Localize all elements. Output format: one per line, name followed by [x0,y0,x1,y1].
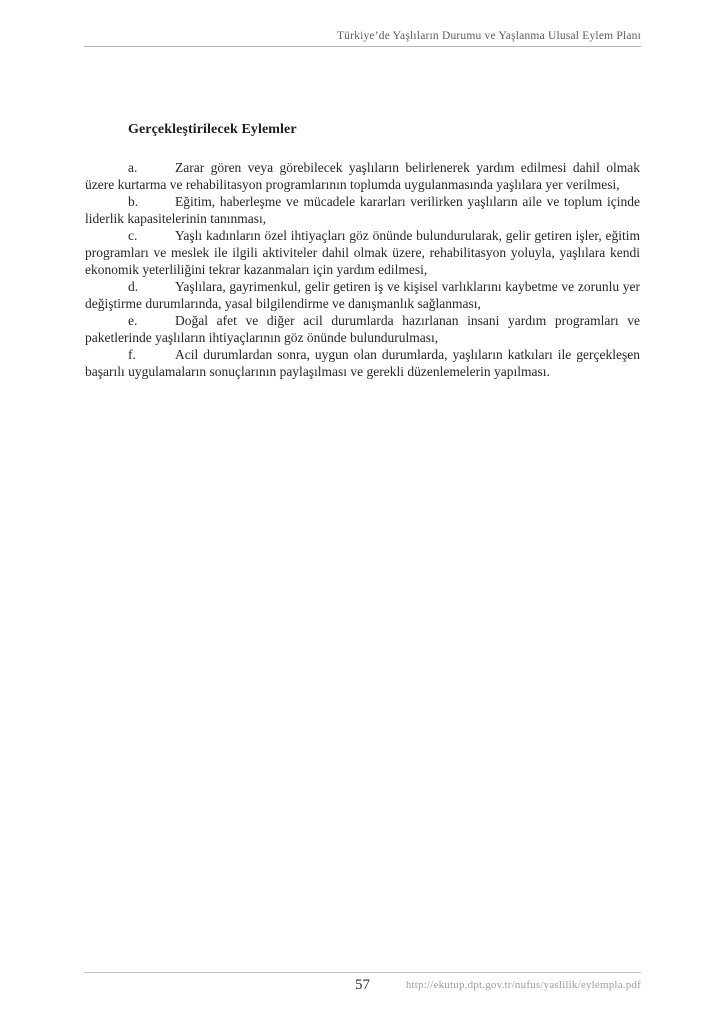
list-item-letter: e. [128,313,138,328]
list-item [85,278,640,312]
list-item-letter: f. [128,347,136,362]
list-item-letter: c. [128,228,138,243]
list-item-text: Doğal afet ve diğer acil durumlarda hazırlanan insani yardım programları ve paketlerinde yaşlıların ihtiyaçlarının göz önünde bulundurulması, [85,313,640,345]
list-item [85,312,640,346]
list-item [85,159,640,193]
list-item-text: Yaşlı kadınların özel ihtiyaçları göz önünde bulundurularak, gelir getiren işler, eğitim programları ve meslek ile ilgili aktiviteler dahil olmak üzere, rehabilitasyon yoluyla, yaşlılara kendi ekonomik yeterliliğini tekrar kazanmaları için yardım edilmesi, [85,228,640,277]
page-footer [84,972,641,999]
page-header [84,29,641,47]
list-item [85,346,640,380]
section-heading: Gerçekleştirilecek Eylemler [128,122,297,137]
page-number: 57 [355,977,370,993]
list-item-letter: a. [128,160,138,175]
list-item [85,227,640,278]
list-item-letter: d. [128,279,139,294]
footer-source-url: http://ekutup.dpt.gov.tr/nufus/yaslilik/eylempla.pdf [405,979,641,991]
list-item-text: Zarar gören veya görebilecek yaşlıların belirlenerek yardım edilmesi dahil olmak üzere kurtarma ve rehabilitasyon programlarının toplumda uygulanmasında yaşlılara yer verilmesi, [85,160,640,192]
list-item-text: Yaşlılara, gayrimenkul, gelir getiren iş ve kişisel varlıklarını kaybetme ve zorunlu yer değiştirme durumlarında, yasal bilgilendirme ve danışmanlık sağlanması, [85,279,640,311]
running-title: Türkiye’de Yaşlıların Durumu ve Yaşlanma Ulusal Eylem Planı [336,30,641,42]
list-item-letter: b. [128,194,139,209]
list-item-text: Eğitim, haberleşme ve mücadele kararları verilirken yaşlıların aile ve toplum içinde liderlik kapasitelerinin tanınması, [85,194,640,226]
document-body [85,121,640,380]
list-item-text: Acil durumlardan sonra, uygun olan durumlarda, yaşlıların katkıları ile gerçekleşen başarılı uygulamaların sonuçlarının paylaşılması ve gerekli düzenlemelerin yapılması. [85,347,640,379]
list-item [85,193,640,227]
